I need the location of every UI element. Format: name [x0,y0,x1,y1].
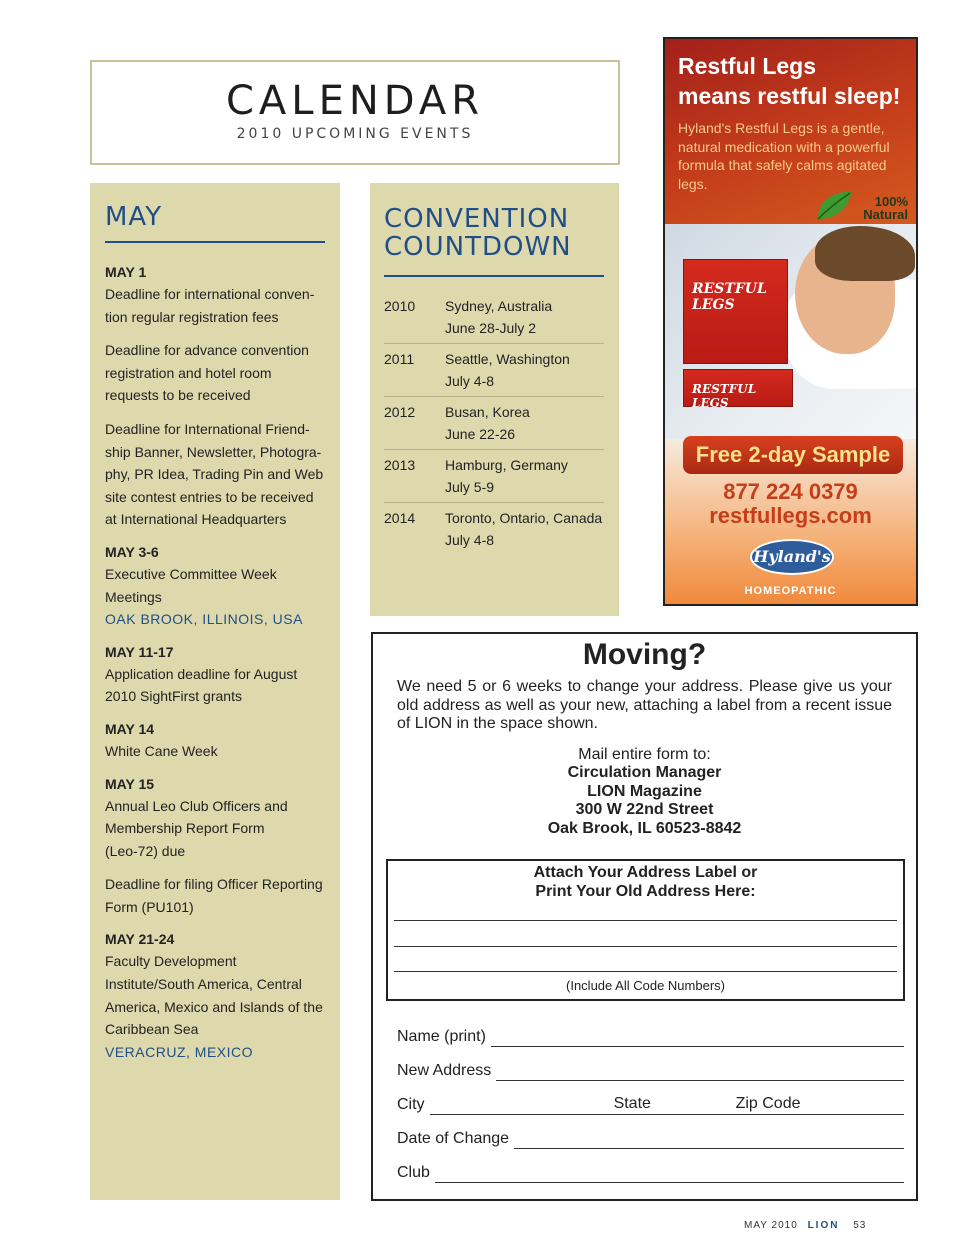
mail-address-line: Circulation Manager [567,764,722,781]
convention-row [384,291,604,344]
mail-address-line: 300 W 22nd Street [575,801,714,818]
event-date: MAY 21-24 [105,931,175,948]
convention-info [445,348,570,392]
moving-title: Moving? [582,638,707,671]
event-line: ship Banner, Newsletter, Photogra- [105,443,322,460]
old-address-box[interactable] [386,859,905,1001]
mail-address-line: Oak Brook, IL 60523-8842 [547,819,742,837]
ad-url-link[interactable]: restfullegs.com [709,503,872,528]
event-line: at International Headquarters [105,511,287,528]
event-line: (Leo-72) due [105,842,186,859]
convention-heading-line2: COUNTDOWN [384,232,572,262]
calendar-event [105,718,326,763]
event-description [105,873,326,918]
event-line: America, Mexico and Islands of the [105,998,323,1015]
old-address-line-3[interactable] [394,971,897,972]
mail-block [397,746,892,839]
event-location: OAK BROOK, ILLINOIS, USA [105,611,303,628]
calendar-event [105,641,326,708]
convention-city: Sydney, Australia [445,298,553,314]
leaf-icon [814,189,854,221]
date-of-change-label: Date of Change [397,1130,510,1147]
calendar-title-box [90,60,620,165]
footer-page-number: 53 [853,1220,867,1231]
convention-year: 2012 [384,404,416,420]
name-field-row [397,1023,904,1047]
calendar-event [105,541,326,631]
product-box [683,259,788,364]
calendar-title: CALENDAR [225,78,485,124]
event-line: Deadline for International Friend- [105,420,310,437]
product-box-label-2: LEGS [692,297,735,313]
calendar-event [105,261,326,531]
club-field-row [397,1159,904,1183]
mail-to-label: Mail entire form to: [578,745,711,763]
event-date: MAY 15 [105,775,155,792]
footer-brand: LION [807,1220,840,1231]
ad-body-text: Hyland's Restful Legs is a gentle, natural medication with a powerful formula that safely calms agitated legs. [678,120,890,192]
club-label: Club [397,1164,430,1181]
ad-natural-pct: 100% [874,194,908,209]
ad-headline [678,51,900,111]
city-state-zip-field[interactable] [430,1095,904,1115]
event-line: 2010 SightFirst grants [105,688,242,705]
convention-info [445,454,568,498]
event-line: requests to be received [105,387,251,404]
product-box-label-1: RESTFUL [692,281,767,297]
state-label: State [613,1095,651,1112]
attach-title-line2: Print Your Old Address Here: [535,882,756,900]
convention-year: 2013 [384,457,416,473]
event-date: MAY 3-6 [105,543,159,560]
may-heading: MAY [105,203,325,243]
event-line: phy, PR Idea, Trading Pin and Web [105,466,324,483]
event-line: tion regular registration fees [105,308,279,325]
moving-form [371,632,918,1201]
convention-heading [384,205,604,277]
ad-natural-word: Natural [863,207,908,222]
new-address-label: New Address [397,1062,492,1079]
footer-issue: MAY 2010 [744,1220,798,1231]
convention-row [384,397,604,450]
page-footer [744,1220,866,1231]
product-box-bottom-label: RESTFUL LEGS [692,382,757,410]
city-state-zip-row [397,1091,904,1115]
event-description [105,740,326,763]
date-of-change-field-row [397,1125,904,1149]
hylands-logo: Hyland's [750,539,834,575]
event-line: Annual Leo Club Officers and [105,797,288,814]
event-description [105,950,326,1040]
event-description [105,563,326,608]
city-label: City [397,1096,425,1113]
event-line: Deadline for advance convention [105,342,309,359]
event-date: MAY 14 [105,720,155,737]
event-description [105,283,326,328]
convention-info [445,295,552,339]
event-line: Deadline for international conven- [105,286,315,302]
zip-label: Zip Code [735,1095,801,1112]
convention-city: Busan, Korea [445,404,530,420]
moving-intro: We need 5 or 6 weeks to change your address. Please give us your old address as well as your new, attaching a label from a recent issue of LION in the space shown. [397,678,892,732]
hair-illustration [815,226,915,281]
may-column [90,183,340,1200]
event-line: Deadline for filing Officer Reporting [105,876,323,893]
event-description [105,339,326,407]
convention-dates: July 4-8 [445,532,495,548]
convention-dates: June 28-July 2 [445,320,537,336]
convention-dates: July 5-9 [445,479,495,495]
convention-row [384,503,604,555]
event-line: Meetings [105,588,162,605]
calendar-event [105,928,326,1063]
mail-address-line: LION Magazine [587,782,702,800]
convention-countdown [370,183,619,616]
event-line: site contest entries to be received [105,488,314,505]
club-field[interactable] [435,1163,904,1183]
event-line: White Cane Week [105,742,218,759]
ad-headline-line1: Restful Legs [678,53,817,79]
event-line: Application deadline for August [105,665,298,682]
old-address-line-1[interactable] [394,920,897,921]
ad-homeopathic: HOMEOPATHIC [744,585,837,597]
ad-product-scene [665,224,916,439]
free-sample-button[interactable]: Free 2-day Sample [683,436,903,474]
ad-headline-line2: means restful sleep! [678,83,901,109]
event-line: Faculty Development [105,953,237,970]
event-line: Membership Report Form [105,820,265,837]
convention-row [384,450,604,503]
event-line: Institute/South America, Central [105,976,302,993]
old-address-line-2[interactable] [394,946,897,947]
product-box-bottom [683,369,793,410]
event-line: registration and hotel room [105,364,272,381]
name-label: Name (print) [397,1028,486,1045]
convention-dates: July 4-8 [445,373,495,389]
convention-year: 2014 [384,510,416,526]
new-address-field[interactable] [496,1061,904,1081]
event-description [105,663,326,708]
new-address-field-row [397,1057,904,1081]
attach-title-line1: Attach Your Address Label or [533,864,758,881]
event-date: MAY 1 [105,264,147,280]
calendar-subtitle: 2010 UPCOMING EVENTS [236,126,474,142]
convention-year: 2011 [384,351,415,367]
convention-city: Hamburg, Germany [445,457,568,473]
convention-rows [384,291,604,555]
convention-row [384,344,604,397]
ad-natural-badge [863,195,908,221]
convention-city: Toronto, Ontario, Canada [445,510,603,526]
event-line: Executive Committee Week [105,565,277,582]
convention-year: 2010 [384,298,416,314]
convention-heading-line1: CONVENTION [384,204,570,234]
event-date: MAY 11-17 [105,643,174,660]
date-of-change-field[interactable] [514,1129,904,1149]
event-line: Caribbean Sea [105,1021,199,1038]
calendar-event [105,773,326,919]
ad-phone: 877 224 0379 [723,479,858,504]
event-description [105,418,326,531]
convention-info [445,507,602,551]
event-location: VERACRUZ, MEXICO [105,1043,254,1060]
name-field[interactable] [491,1027,904,1047]
may-events-list [105,261,326,1063]
convention-city: Seattle, Washington [445,351,570,367]
restful-legs-ad[interactable] [663,37,918,606]
attach-note: (Include All Code Numbers) [566,978,725,993]
event-description [105,795,326,863]
convention-dates: June 22-26 [445,426,516,442]
event-line: Form (PU101) [105,898,194,915]
convention-info [445,401,530,445]
ad-top-panel [665,39,916,224]
